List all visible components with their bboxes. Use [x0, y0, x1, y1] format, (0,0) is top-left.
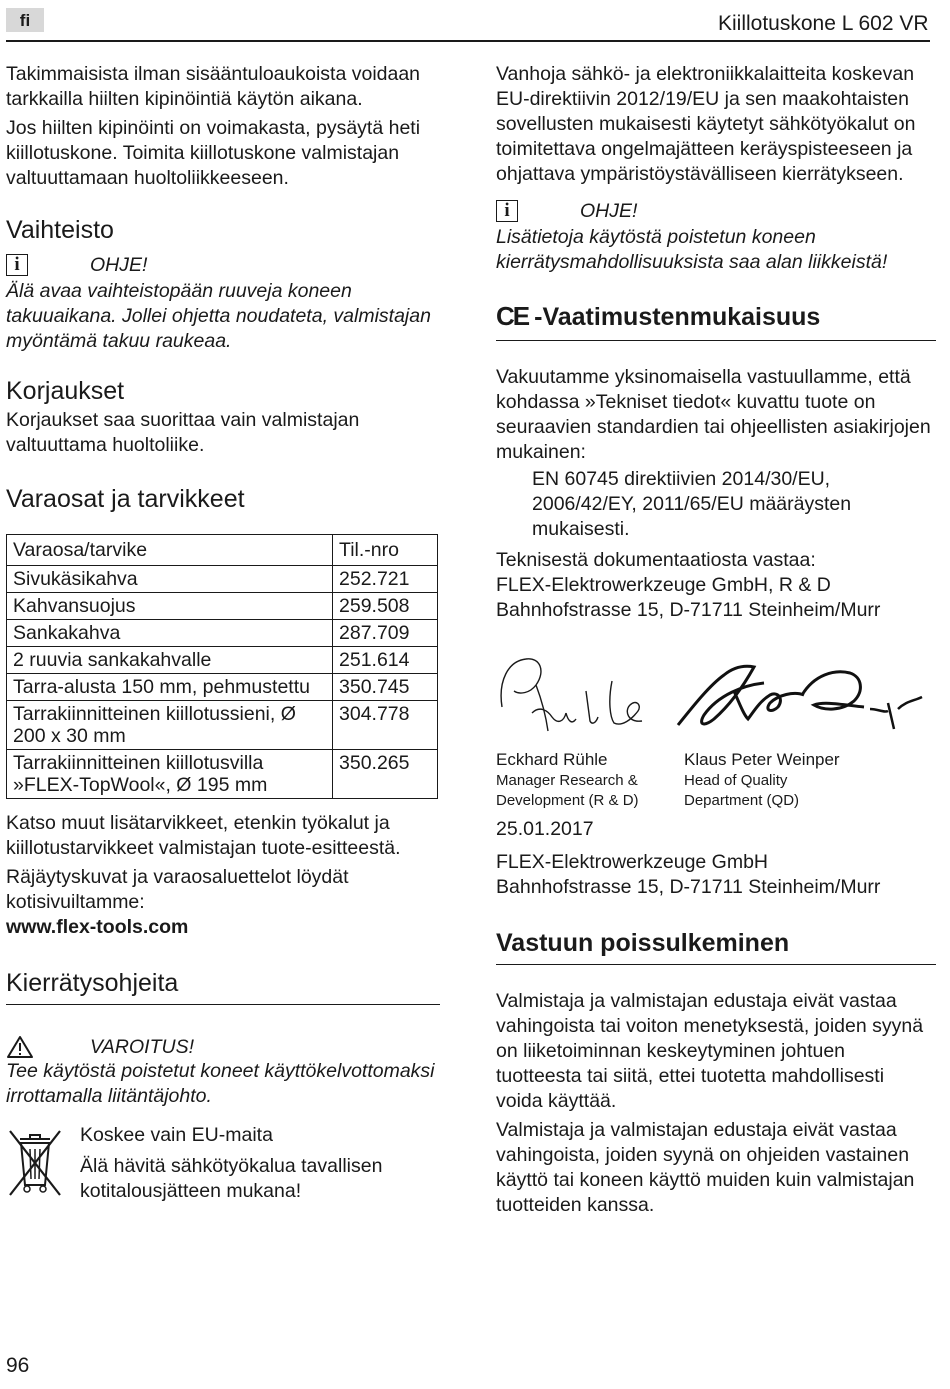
- repairs-text: Korjaukset saa suorittaa vain valmistajan valtuuttama huoltoliike.: [6, 409, 360, 456]
- conformity-standards: EN 60745 direktiivien 2014/30/EU, 2006/42/EY, 2011/65/EU määräysten mukaisesti.: [532, 468, 852, 540]
- conformity-heading: [496, 301, 936, 332]
- table-row: [7, 620, 438, 647]
- signer-2-name: Klaus Peter Weinper: [684, 750, 840, 769]
- right-column: [496, 62, 936, 1218]
- signer-1-name: Eckhard Rühle: [496, 750, 608, 769]
- part-name: Tarrakiinnitteinen kiillotusvilla »FLEX-TopWool«, Ø 195 mm: [7, 750, 333, 799]
- eu-disposal-text: Älä hävitä sähkötyökalua tavallisen kotitalousjätteen mukana!: [80, 1155, 383, 1202]
- parts-col-number: Til.-nro: [333, 535, 438, 566]
- part-name: Sankakahva: [7, 620, 333, 647]
- declaration-address: Bahnhofstrasse 15, D-71711 Steinheim/Murr: [496, 876, 881, 898]
- part-name: Sivukäsikahva: [7, 566, 333, 593]
- gear-heading: Vaihteisto: [6, 216, 114, 244]
- gear-notice-label: OHJE!: [90, 253, 148, 276]
- table-row: [7, 647, 438, 674]
- part-number: 350.745: [333, 674, 438, 701]
- signer-1-role: Manager Research & Development (R & D): [496, 772, 639, 809]
- part-number: 287.709: [333, 620, 438, 647]
- signature-weinper: [674, 655, 924, 735]
- conformity-title: -Vaatimustenmukaisuus: [534, 303, 821, 331]
- signer-2-role: Head of Quality Department (QD): [684, 772, 800, 809]
- page-number: 96: [6, 1354, 30, 1377]
- signatures: [496, 651, 936, 749]
- parts-col-part: Varaosa/tarvike: [7, 535, 333, 566]
- recycling-info-label: OHJE!: [580, 199, 638, 222]
- part-number: 304.778: [333, 701, 438, 750]
- disclaimer-heading: Vastuun poissulkeminen: [496, 929, 790, 957]
- accessories-text: Katso muut lisätarvikkeet, etenkin työkalut ja kiillotustarvikkeet valmistajan tuote-esitteestä.: [6, 812, 401, 859]
- docs-company: FLEX-Elektrowerkzeuge GmbH, R & D: [496, 574, 831, 596]
- weee-text-group: [80, 1123, 440, 1204]
- table-row: [7, 674, 438, 701]
- recycling-info-notice: [496, 197, 936, 225]
- recycling-warning: [6, 1035, 440, 1059]
- declaration-company: FLEX-Elektrowerkzeuge GmbH: [496, 851, 769, 873]
- part-name: 2 ruuvia sankakahvalle: [7, 647, 333, 674]
- table-row: [7, 750, 438, 799]
- recycling-warning-text: Tee käytöstä poistetut koneet käyttökelvottomaksi irrottamalla liitäntäjohto.: [6, 1060, 435, 1107]
- recycling-info-text: Lisätietoja käytöstä poistetun koneen kierrätysmahdollisuuksista saa alan liikkeistä!: [496, 226, 888, 273]
- crossed-bin-icon: [6, 1125, 64, 1199]
- left-column: [6, 62, 440, 1204]
- parts-table-header-row: [7, 535, 438, 566]
- intro-paragraph-1: Takimmaisista ilman sisääntuloaukoista voidaan tarkkailla hiilten kipinöintiä käytön aikana.: [6, 63, 421, 110]
- table-row: [7, 701, 438, 750]
- info-icon: i: [6, 254, 28, 276]
- conformity-rule: [496, 340, 936, 341]
- part-number: 251.614: [333, 647, 438, 674]
- declaration-date: 25.01.2017: [496, 818, 594, 840]
- intro-paragraph-2: Jos hiilten kipinöinti on voimakasta, pysäytä heti kiillotuskone. Toimita kiillotuskone valmistajan valtuuttamaan huoltoliikkeeseen.: [6, 117, 421, 189]
- recycling-heading: Kierrätysohjeita: [6, 969, 179, 997]
- conformity-text: Vakuutamme yksinomaisella vastuullamme, että kohdassa »Tekniset tiedot« kuvattu tuote on seuraavien standardien tai ohjeellisten asiakirjojen mukainen:: [496, 366, 931, 463]
- table-row: [7, 566, 438, 593]
- disclaimer-text-1: Valmistaja ja valmistajan edustaja eivät vastaa vahingoista tai voiton menetyksestä, joiden syynä on liiketoiminnan keskeytyminen johtuen tuotteesta tai siitä, ettei tuotetta mahdollisesti voida käyttää.: [496, 990, 924, 1112]
- table-row: [7, 593, 438, 620]
- language-badge: fi: [6, 8, 44, 32]
- parts-table: [6, 534, 438, 799]
- signer-2: [684, 749, 872, 811]
- recycling-warning-label: VAROITUS!: [90, 1035, 195, 1058]
- part-name: Tarra-alusta 150 mm, pehmustettu: [7, 674, 333, 701]
- disclaimer-text-2: Valmistaja ja valmistajan edustaja eivät vastaa vahingoista, joiden syynä on ohjeiden vastainen käyttö tai koneen käyttö muiden kuin valmistajan tuotteiden kanssa.: [496, 1119, 915, 1216]
- drawings-text: Räjäytyskuvat ja varaosaluettelot löydät kotisivuiltamme:: [6, 866, 349, 913]
- part-number: 252.721: [333, 566, 438, 593]
- website-link[interactable]: www.flex-tools.com: [6, 916, 189, 938]
- eu-only-text: Koskee vain EU-maita: [80, 1124, 273, 1146]
- weee-directive-text: Vanhoja sähkö- ja elektroniikkalaitteita koskevan EU-direktiivin 2012/19/EU ja sen maakohtaisten sovellusten mukaisesti käytetyt sähkötyökalut on toimitettava ongelmajätteen keräyspisteeseen ja ohjattava ympäristöystävälliseen kierrätykseen.: [496, 63, 916, 185]
- recycling-rule: [6, 1004, 440, 1005]
- docs-address: Bahnhofstrasse 15, D-71711 Steinheim/Murr: [496, 599, 881, 621]
- gear-notice: [6, 251, 440, 279]
- signature-ruhle: [496, 651, 656, 741]
- header-rule: [6, 40, 930, 42]
- ce-mark-icon: CE: [496, 301, 529, 331]
- part-name: Tarrakiinnitteinen kiillotussieni, Ø 200 x 30 mm: [7, 701, 333, 750]
- info-icon: i: [496, 200, 518, 222]
- weee-block: [6, 1123, 440, 1204]
- part-name: Kahvansuojus: [7, 593, 333, 620]
- part-number: 350.265: [333, 750, 438, 799]
- gear-notice-text: Älä avaa vaihteistopään ruuveja koneen takuuaikana. Jollei ohjetta noudateta, valmistajan myöntämä takuu raukeaa.: [6, 280, 431, 352]
- repairs-heading: Korjaukset: [6, 377, 125, 405]
- part-number: 259.508: [333, 593, 438, 620]
- page-header-title: Kiillotuskone L 602 VR: [718, 12, 929, 35]
- parts-heading: Varaosat ja tarvikkeet: [6, 485, 245, 513]
- warning-triangle-icon: [6, 1035, 34, 1059]
- disclaimer-rule: [496, 964, 936, 965]
- signer-names: [496, 749, 936, 811]
- signer-1: [496, 749, 684, 811]
- docs-label: Teknisestä dokumentaatiosta vastaa:: [496, 549, 816, 571]
